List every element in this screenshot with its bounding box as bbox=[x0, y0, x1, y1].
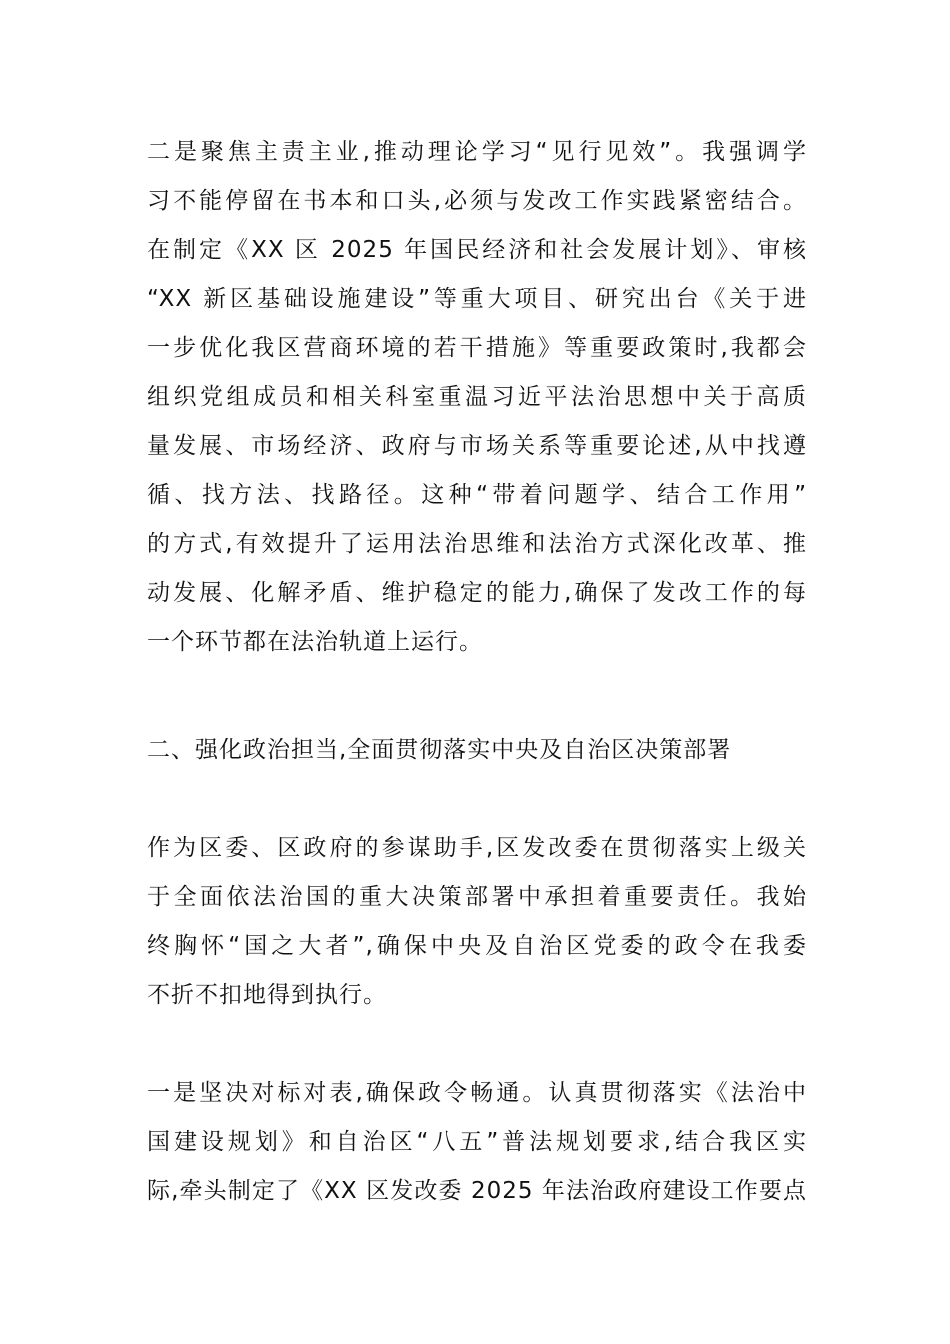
text-line: 际,牵头制定了《XX 区发改委 2025 年法治政府建设工作要点 bbox=[147, 1178, 807, 1204]
text-line: 的方式,有效提升了运用法治思维和法治方式深化改革、推 bbox=[147, 531, 807, 557]
text-line: 不折不扣地得到执行。 bbox=[147, 982, 387, 1008]
section-heading bbox=[147, 726, 807, 775]
text-line: “XX 新区基础设施建设”等重大项目、研究出台《关于进 bbox=[147, 286, 807, 312]
text-line: 终胸怀“国之大者”,确保中央及自治区党委的政令在我委 bbox=[147, 933, 807, 959]
text-line: 组织党组成员和相关科室重温习近平法治思想中关于高质 bbox=[147, 384, 807, 410]
document-page bbox=[147, 128, 807, 1265]
text-line: 量发展、市场经济、政府与市场关系等重要论述,从中找遵 bbox=[147, 433, 807, 459]
text-line: 于全面依法治国的重大决策部署中承担着重要责任。我始 bbox=[147, 884, 807, 910]
text-line: 国建设规划》和自治区“八五”普法规划要求,结合我区实 bbox=[147, 1129, 807, 1155]
text-line: 作为区委、区政府的参谋助手,区发改委在贯彻落实上级关 bbox=[147, 835, 807, 861]
text-line: 二是聚焦主责主业,推动理论学习“见行见效”。我强调学 bbox=[147, 139, 807, 165]
text-line: 循、找方法、找路径。这种“带着问题学、结合工作用” bbox=[147, 482, 807, 508]
text-line: 动发展、化解矛盾、维护稳定的能力,确保了发改工作的每 bbox=[147, 580, 807, 606]
text-line: 一步优化我区营商环境的若干措施》等重要政策时,我都会 bbox=[147, 335, 807, 361]
heading-text: 二、强化政治担当,全面贯彻落实中央及自治区决策部署 bbox=[147, 737, 732, 763]
paragraph-staff-role bbox=[147, 824, 807, 1020]
text-line: 在制定《XX 区 2025 年国民经济和社会发展计划》、审核 bbox=[147, 237, 807, 263]
paragraph-benchmark bbox=[147, 1069, 807, 1216]
text-line: 习不能停留在书本和口头,必须与发改工作实践紧密结合。 bbox=[147, 188, 807, 214]
paragraph-focus-main-duties bbox=[147, 128, 807, 667]
text-line: 一是坚决对标对表,确保政令畅通。认真贯彻落实《法治中 bbox=[147, 1080, 807, 1106]
text-line: 一个环节都在法治轨道上运行。 bbox=[147, 629, 483, 655]
